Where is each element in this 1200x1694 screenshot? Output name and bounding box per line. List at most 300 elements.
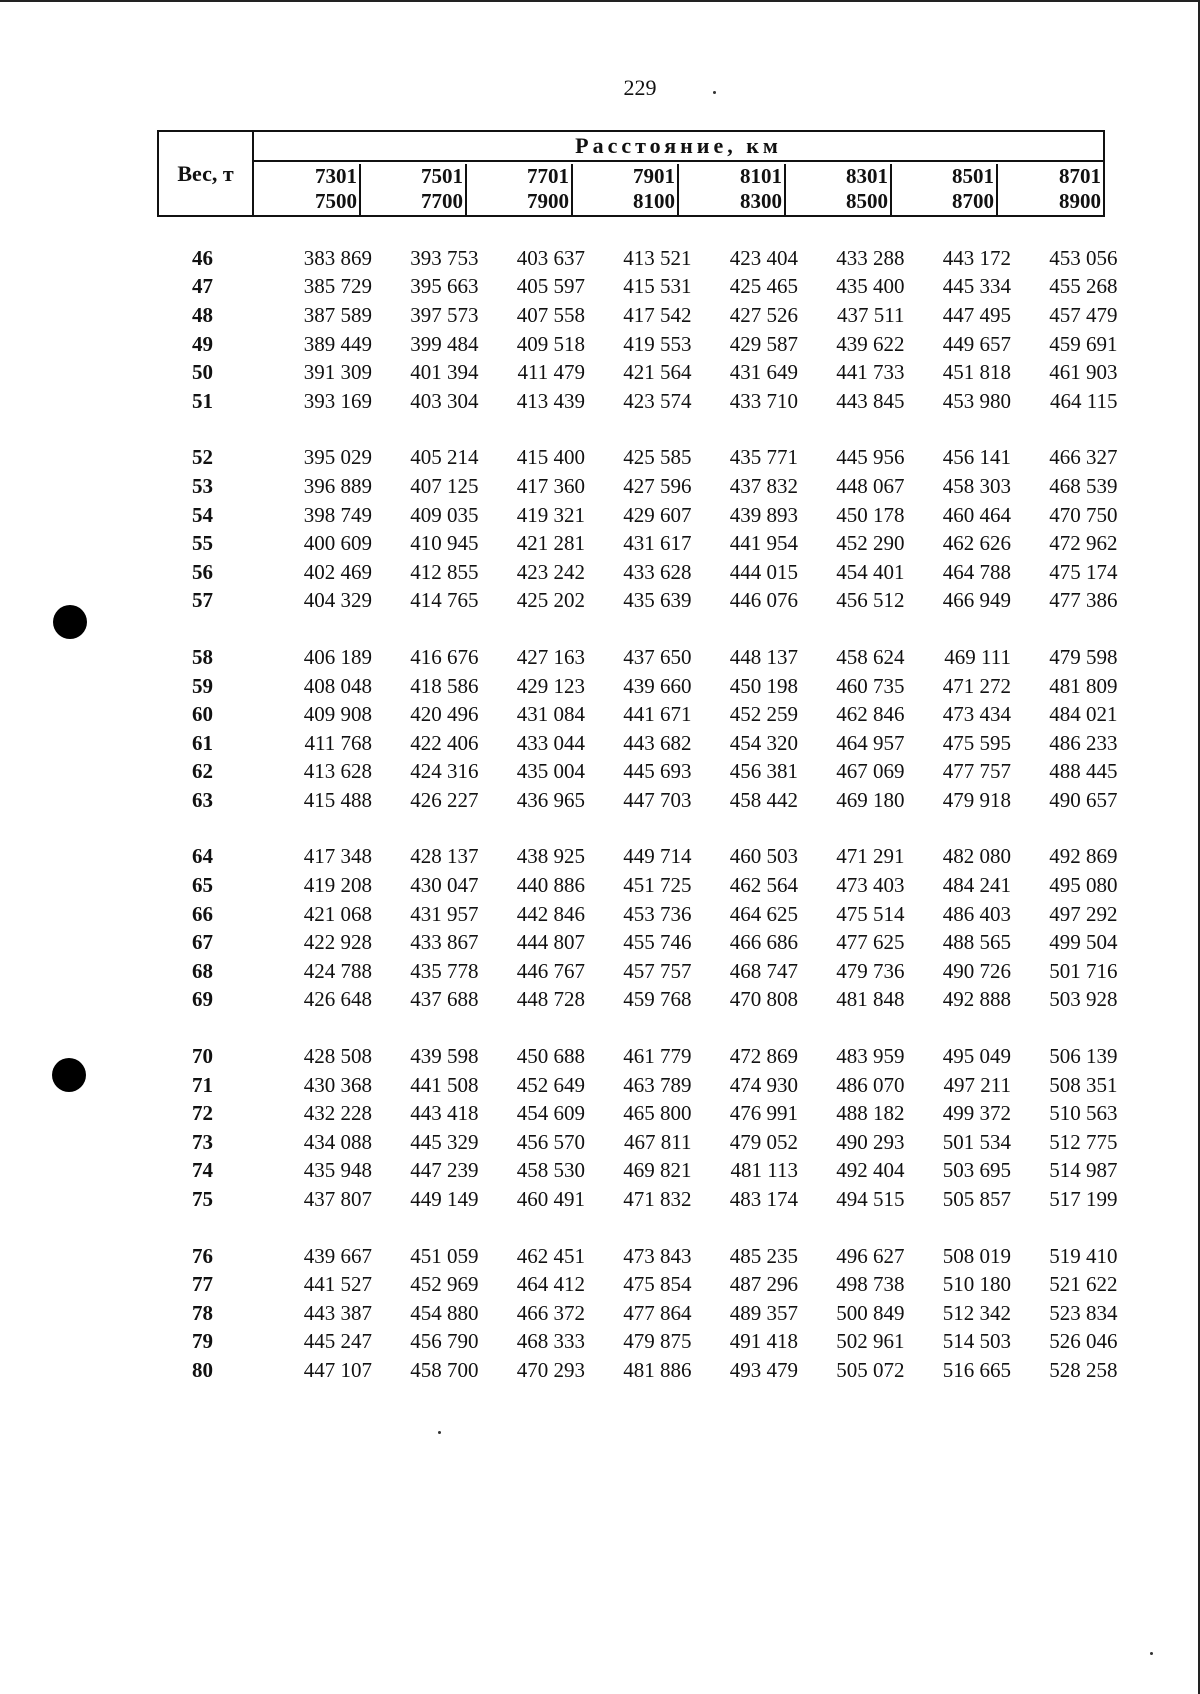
range-from: 7301: [315, 164, 357, 188]
table-row: [160, 1328, 1118, 1357]
tariff-cell: 402 469: [303, 559, 372, 584]
tariff-cell: 469 821: [623, 1158, 692, 1183]
tariff-cell: 404 329: [303, 588, 372, 613]
tariff-cell: 489 357: [729, 1300, 798, 1325]
tariff-cell: 464 115: [1050, 388, 1118, 413]
tariff-cell: 427 526: [729, 302, 798, 327]
tariff-cell: 439 893: [729, 502, 798, 527]
tariff-cell: 445 693: [623, 759, 692, 784]
tariff-cell: 422 928: [303, 930, 372, 955]
weight-cell: 69: [192, 987, 213, 1012]
tariff-cell: 457 757: [623, 958, 692, 983]
weight-cell: 76: [192, 1243, 213, 1268]
tariff-cell: 481 848: [836, 987, 905, 1012]
distance-range-header: [998, 164, 1103, 215]
tariff-cell: 451 725: [623, 873, 692, 898]
tariff-cell: 421 068: [303, 901, 372, 926]
tariff-cell: 479 736: [836, 958, 905, 983]
table-row: [160, 244, 1118, 273]
tariff-cell: 383 869: [303, 245, 372, 270]
tariff-cell: 431 617: [623, 531, 692, 556]
tariff-cell: 469 111: [944, 644, 1011, 669]
tariff-cell: 441 733: [836, 360, 905, 385]
table-row: [160, 472, 1118, 501]
table-row: [160, 273, 1118, 302]
tariff-cell: 466 949: [942, 588, 1011, 613]
tariff-cell: 433 710: [729, 388, 798, 413]
tariff-cell: 451 818: [942, 360, 1011, 385]
tariff-cell: 479 918: [942, 787, 1011, 812]
weight-cell: 72: [192, 1101, 213, 1126]
tariff-cell: 475 514: [836, 901, 905, 926]
tariff-cell: 523 834: [1049, 1300, 1118, 1325]
table-row: [160, 501, 1118, 530]
tariff-cell: 474 930: [729, 1072, 798, 1097]
weight-cell: 63: [192, 787, 213, 812]
tariff-cell: 428 508: [303, 1044, 372, 1069]
tariff-cell: 443 387: [303, 1300, 372, 1325]
tariff-cell: 501 534: [942, 1129, 1011, 1154]
tariff-cell: 493 479: [729, 1357, 798, 1382]
table-row: [160, 643, 1118, 672]
tariff-cell: 494 515: [836, 1187, 905, 1212]
tariff-cell: 464 957: [836, 730, 905, 755]
range-to: 7700: [421, 189, 463, 213]
scan-speck: [1150, 1652, 1153, 1655]
tariff-cell: 497 292: [1049, 901, 1118, 926]
table-row: [160, 1099, 1118, 1128]
tariff-cell: 425 585: [623, 445, 692, 470]
tariff-table: [160, 244, 1118, 1385]
tariff-cell: 473 843: [623, 1243, 692, 1268]
tariff-cell: 439 598: [410, 1044, 479, 1069]
tariff-cell: 447 495: [942, 302, 1011, 327]
tariff-cell: 421 564: [623, 360, 692, 385]
tariff-cell: 429 587: [729, 331, 798, 356]
tariff-cell: 415 531: [623, 274, 692, 299]
tariff-cell: 451 059: [410, 1243, 479, 1268]
tariff-cell: 459 768: [623, 987, 692, 1012]
tariff-cell: 475 854: [623, 1272, 692, 1297]
tariff-cell: 413 521: [623, 245, 692, 270]
tariff-cell: 456 512: [836, 588, 905, 613]
tariff-cell: 475 595: [942, 730, 1011, 755]
tariff-cell: 426 648: [303, 987, 372, 1012]
tariff-cell: 452 649: [516, 1072, 585, 1097]
tariff-cell: 403 637: [516, 245, 585, 270]
tariff-cell: 468 539: [1049, 473, 1118, 498]
table-row: [160, 843, 1118, 872]
tariff-cell: 403 304: [410, 388, 479, 413]
tariff-cell: 440 886: [516, 873, 585, 898]
tariff-cell: 487 296: [729, 1272, 798, 1297]
tariff-cell: 479 598: [1049, 644, 1118, 669]
tariff-cell: 443 418: [410, 1101, 479, 1126]
weight-cell: 62: [192, 759, 213, 784]
table-row: [160, 729, 1118, 758]
weight-cell: 54: [192, 502, 213, 527]
table-row: [160, 700, 1118, 729]
table-row: [160, 301, 1118, 330]
tariff-cell: 448 137: [729, 644, 798, 669]
tariff-cell: 461 903: [1049, 360, 1118, 385]
tariff-cell: 454 320: [729, 730, 798, 755]
tariff-cell: 465 800: [623, 1101, 692, 1126]
tariff-cell: 439 622: [836, 331, 905, 356]
tariff-cell: 407 558: [516, 302, 585, 327]
weight-cell: 49: [192, 331, 213, 356]
tariff-cell: 397 573: [410, 302, 479, 327]
tariff-cell: 499 504: [1049, 930, 1118, 955]
tariff-cell: 445 329: [410, 1129, 479, 1154]
tariff-cell: 428 137: [410, 844, 479, 869]
tariff-cell: 427 596: [623, 473, 692, 498]
range-to: 7500: [315, 189, 357, 213]
range-from: 7701: [527, 164, 569, 188]
tariff-cell: 472 962: [1049, 531, 1118, 556]
tariff-cell: 453 056: [1049, 245, 1118, 270]
weight-cell: 68: [192, 958, 213, 983]
tariff-cell: 456 570: [516, 1129, 585, 1154]
tariff-cell: 447 107: [303, 1357, 372, 1382]
tariff-cell: 486 403: [942, 901, 1011, 926]
table-header: [157, 130, 1105, 217]
tariff-cell: 459 691: [1049, 331, 1118, 356]
tariff-cell: 418 586: [410, 673, 479, 698]
tariff-cell: 486 070: [836, 1072, 905, 1097]
tariff-cell: 406 189: [303, 644, 372, 669]
distance-range-header: [892, 164, 998, 215]
tariff-cell: 412 855: [410, 559, 479, 584]
tariff-cell: 471 291: [836, 844, 905, 869]
tariff-cell: 445 334: [942, 274, 1011, 299]
tariff-cell: 462 626: [942, 531, 1011, 556]
group-spacer: [160, 416, 1118, 444]
distance-range-header: [254, 164, 361, 215]
tariff-cell: 473 434: [942, 702, 1011, 727]
range-from: 8501: [952, 164, 994, 188]
tariff-cell: 387 589: [303, 302, 372, 327]
range-to: 8300: [740, 189, 782, 213]
weight-cell: 73: [192, 1129, 213, 1154]
tariff-cell: 435 400: [836, 274, 905, 299]
tariff-cell: 508 019: [942, 1243, 1011, 1268]
tariff-cell: 433 867: [410, 930, 479, 955]
range-to: 8500: [846, 189, 888, 213]
weight-cell: 55: [192, 531, 213, 556]
tariff-cell: 500 849: [836, 1300, 905, 1325]
tariff-cell: 471 272: [942, 673, 1011, 698]
tariff-cell: 521 622: [1049, 1272, 1118, 1297]
tariff-cell: 508 351: [1049, 1072, 1118, 1097]
weight-cell: 58: [192, 644, 213, 669]
tariff-cell: 484 021: [1049, 702, 1118, 727]
table-row: [160, 986, 1118, 1015]
tariff-cell: 467 069: [836, 759, 905, 784]
tariff-cell: 470 808: [729, 987, 798, 1012]
tariff-cell: 456 790: [410, 1329, 479, 1354]
tariff-cell: 424 788: [303, 958, 372, 983]
tariff-cell: 470 293: [516, 1357, 585, 1382]
tariff-cell: 526 046: [1049, 1329, 1118, 1354]
table-row: [160, 387, 1118, 416]
tariff-cell: 466 327: [1049, 445, 1118, 470]
tariff-cell: 490 726: [942, 958, 1011, 983]
distance-header: Расстояние, км: [254, 132, 1103, 162]
tariff-cell: 446 767: [516, 958, 585, 983]
table-row: [160, 330, 1118, 359]
tariff-cell: 512 775: [1049, 1129, 1118, 1154]
tariff-cell: 431 649: [729, 360, 798, 385]
table-row: [160, 928, 1118, 957]
tariff-cell: 488 445: [1049, 759, 1118, 784]
tariff-cell: 413 628: [303, 759, 372, 784]
weight-cell: 71: [192, 1072, 213, 1097]
tariff-cell: 498 738: [836, 1272, 905, 1297]
tariff-cell: 443 682: [623, 730, 692, 755]
tariff-cell: 466 686: [729, 930, 798, 955]
tariff-cell: 454 401: [836, 559, 905, 584]
weight-cell: 77: [192, 1272, 213, 1297]
punch-hole: [53, 605, 87, 639]
tariff-cell: 445 247: [303, 1329, 372, 1354]
tariff-cell: 431 084: [516, 702, 585, 727]
tariff-cell: 492 869: [1049, 844, 1118, 869]
tariff-cell: 455 268: [1049, 274, 1118, 299]
tariff-cell: 463 789: [623, 1072, 692, 1097]
tariff-cell: 437 832: [729, 473, 798, 498]
table-row: [160, 444, 1118, 473]
weight-cell: 46: [192, 245, 213, 270]
weight-cell: 56: [192, 559, 213, 584]
tariff-cell: 419 553: [623, 331, 692, 356]
tariff-cell: 435 771: [729, 445, 798, 470]
table-row: [160, 758, 1118, 787]
scan-speck: [438, 1431, 441, 1434]
tariff-cell: 458 700: [410, 1357, 479, 1382]
tariff-cell: 457 479: [1049, 302, 1118, 327]
tariff-cell: 466 372: [516, 1300, 585, 1325]
table-row: [160, 786, 1118, 815]
tariff-cell: 436 965: [516, 787, 585, 812]
tariff-cell: 516 665: [942, 1357, 1011, 1382]
tariff-cell: 449 657: [942, 331, 1011, 356]
tariff-cell: 443 172: [942, 245, 1011, 270]
tariff-cell: 434 088: [303, 1129, 372, 1154]
tariff-cell: 468 333: [516, 1329, 585, 1354]
tariff-cell: 423 242: [516, 559, 585, 584]
tariff-cell: 448 067: [836, 473, 905, 498]
tariff-cell: 385 729: [303, 274, 372, 299]
weight-cell: 64: [192, 844, 213, 869]
group-spacer: [160, 1214, 1118, 1242]
tariff-cell: 437 807: [303, 1187, 372, 1212]
tariff-cell: 437 650: [623, 644, 692, 669]
tariff-cell: 460 491: [516, 1187, 585, 1212]
tariff-cell: 414 765: [410, 588, 479, 613]
tariff-cell: 409 908: [303, 702, 372, 727]
tariff-cell: 408 048: [303, 673, 372, 698]
scan-speck: [713, 91, 716, 94]
tariff-cell: 419 321: [516, 502, 585, 527]
tariff-cell: 454 609: [516, 1101, 585, 1126]
tariff-cell: 399 484: [410, 331, 479, 356]
weight-cell: 61: [192, 730, 213, 755]
punch-hole: [52, 1058, 86, 1092]
tariff-cell: 393 169: [303, 388, 372, 413]
table-row: [160, 1042, 1118, 1071]
tariff-cell: 468 747: [729, 958, 798, 983]
weight-cell: 66: [192, 901, 213, 926]
tariff-cell: 484 241: [942, 873, 1011, 898]
tariff-cell: 456 381: [729, 759, 798, 784]
group-spacer: [160, 1014, 1118, 1042]
tariff-cell: 413 439: [516, 388, 585, 413]
tariff-cell: 481 886: [623, 1357, 692, 1382]
table-row: [160, 1071, 1118, 1100]
tariff-cell: 482 080: [942, 844, 1011, 869]
range-to: 8100: [633, 189, 675, 213]
weight-cell: 79: [192, 1329, 213, 1354]
tariff-cell: 441 527: [303, 1272, 372, 1297]
tariff-cell: 441 508: [410, 1072, 479, 1097]
tariff-cell: 405 214: [410, 445, 479, 470]
tariff-cell: 483 959: [836, 1044, 905, 1069]
tariff-cell: 452 969: [410, 1272, 479, 1297]
tariff-cell: 528 258: [1049, 1357, 1118, 1382]
weight-cell: 51: [192, 388, 213, 413]
tariff-cell: 456 141: [942, 445, 1011, 470]
tariff-cell: 495 049: [942, 1044, 1011, 1069]
weight-cell: 67: [192, 930, 213, 955]
tariff-cell: 514 503: [942, 1329, 1011, 1354]
tariff-cell: 490 657: [1049, 787, 1118, 812]
tariff-cell: 488 182: [836, 1101, 905, 1126]
tariff-cell: 393 753: [410, 245, 479, 270]
weight-cell: 70: [192, 1044, 213, 1069]
tariff-cell: 490 293: [836, 1129, 905, 1154]
weight-cell: 60: [192, 702, 213, 727]
tariff-cell: 422 406: [410, 730, 479, 755]
tariff-cell: 396 889: [303, 473, 372, 498]
tariff-cell: 435 004: [516, 759, 585, 784]
tariff-cell: 416 676: [410, 644, 479, 669]
tariff-cell: 435 948: [303, 1158, 372, 1183]
tariff-cell: 415 488: [303, 787, 372, 812]
tariff-cell: 492 888: [942, 987, 1011, 1012]
tariff-cell: 519 410: [1049, 1243, 1118, 1268]
tariff-cell: 410 945: [410, 531, 479, 556]
tariff-cell: 417 360: [516, 473, 585, 498]
weight-cell: 80: [192, 1357, 213, 1382]
table-row: [160, 1242, 1118, 1271]
tariff-cell: 510 563: [1049, 1101, 1118, 1126]
tariff-cell: 449 714: [623, 844, 692, 869]
tariff-cell: 431 957: [410, 901, 479, 926]
range-from: 7501: [421, 164, 463, 188]
tariff-cell: 437 511: [837, 302, 905, 327]
tariff-cell: 491 418: [729, 1329, 798, 1354]
weight-cell: 50: [192, 360, 213, 385]
distance-range-header: [573, 164, 679, 215]
weight-cell: 53: [192, 473, 213, 498]
tariff-cell: 505 072: [836, 1357, 905, 1382]
tariff-cell: 389 449: [303, 331, 372, 356]
weight-cell: 47: [192, 274, 213, 299]
tariff-cell: 450 688: [516, 1044, 585, 1069]
tariff-cell: 423 574: [623, 388, 692, 413]
tariff-cell: 460 735: [836, 673, 905, 698]
distance-range-header: [361, 164, 467, 215]
range-to: 8900: [1059, 189, 1101, 213]
table-row: [160, 358, 1118, 387]
tariff-cell: 441 954: [729, 531, 798, 556]
tariff-cell: 430 368: [303, 1072, 372, 1097]
tariff-cell: 477 757: [942, 759, 1011, 784]
range-to: 7900: [527, 189, 569, 213]
tariff-cell: 503 928: [1049, 987, 1118, 1012]
tariff-cell: 510 180: [942, 1272, 1011, 1297]
weight-cell: 75: [192, 1187, 213, 1212]
weight-cell: 57: [192, 588, 213, 613]
tariff-cell: 472 869: [729, 1044, 798, 1069]
tariff-cell: 479 052: [729, 1129, 798, 1154]
table-row: [160, 957, 1118, 986]
tariff-cell: 486 233: [1049, 730, 1118, 755]
table-row: [160, 1185, 1118, 1214]
tariff-cell: 444 807: [516, 930, 585, 955]
distance-range-header: [467, 164, 573, 215]
table-row: [160, 1356, 1118, 1385]
tariff-cell: 441 671: [623, 702, 692, 727]
group-spacer: [160, 815, 1118, 843]
group-spacer: [160, 615, 1118, 643]
tariff-cell: 458 530: [516, 1158, 585, 1183]
tariff-cell: 447 703: [623, 787, 692, 812]
tariff-cell: 438 925: [516, 844, 585, 869]
tariff-cell: 476 991: [729, 1101, 798, 1126]
tariff-cell: 462 451: [516, 1243, 585, 1268]
weight-cell: 74: [192, 1158, 213, 1183]
tariff-cell: 497 211: [943, 1072, 1011, 1097]
tariff-cell: 405 597: [516, 274, 585, 299]
tariff-cell: 492 404: [836, 1158, 905, 1183]
tariff-cell: 471 832: [623, 1187, 692, 1212]
tariff-cell: 470 750: [1049, 502, 1118, 527]
tariff-cell: 452 290: [836, 531, 905, 556]
tariff-cell: 458 303: [942, 473, 1011, 498]
tariff-cell: 473 403: [836, 873, 905, 898]
tariff-cell: 499 372: [942, 1101, 1011, 1126]
tariff-cell: 449 149: [410, 1187, 479, 1212]
tariff-cell: 435 639: [623, 588, 692, 613]
tariff-cell: 481 113: [730, 1158, 798, 1183]
tariff-cell: 479 875: [623, 1329, 692, 1354]
weight-cell: 59: [192, 673, 213, 698]
tariff-cell: 430 047: [410, 873, 479, 898]
tariff-cell: 496 627: [836, 1243, 905, 1268]
tariff-cell: 458 442: [729, 787, 798, 812]
tariff-cell: 443 845: [836, 388, 905, 413]
tariff-cell: 477 864: [623, 1300, 692, 1325]
tariff-cell: 395 663: [410, 274, 479, 299]
tariff-cell: 420 496: [410, 702, 479, 727]
tariff-cell: 460 464: [942, 502, 1011, 527]
tariff-cell: 469 180: [836, 787, 905, 812]
table-row: [160, 1157, 1118, 1186]
table-row: [160, 587, 1118, 616]
tariff-cell: 400 609: [303, 531, 372, 556]
